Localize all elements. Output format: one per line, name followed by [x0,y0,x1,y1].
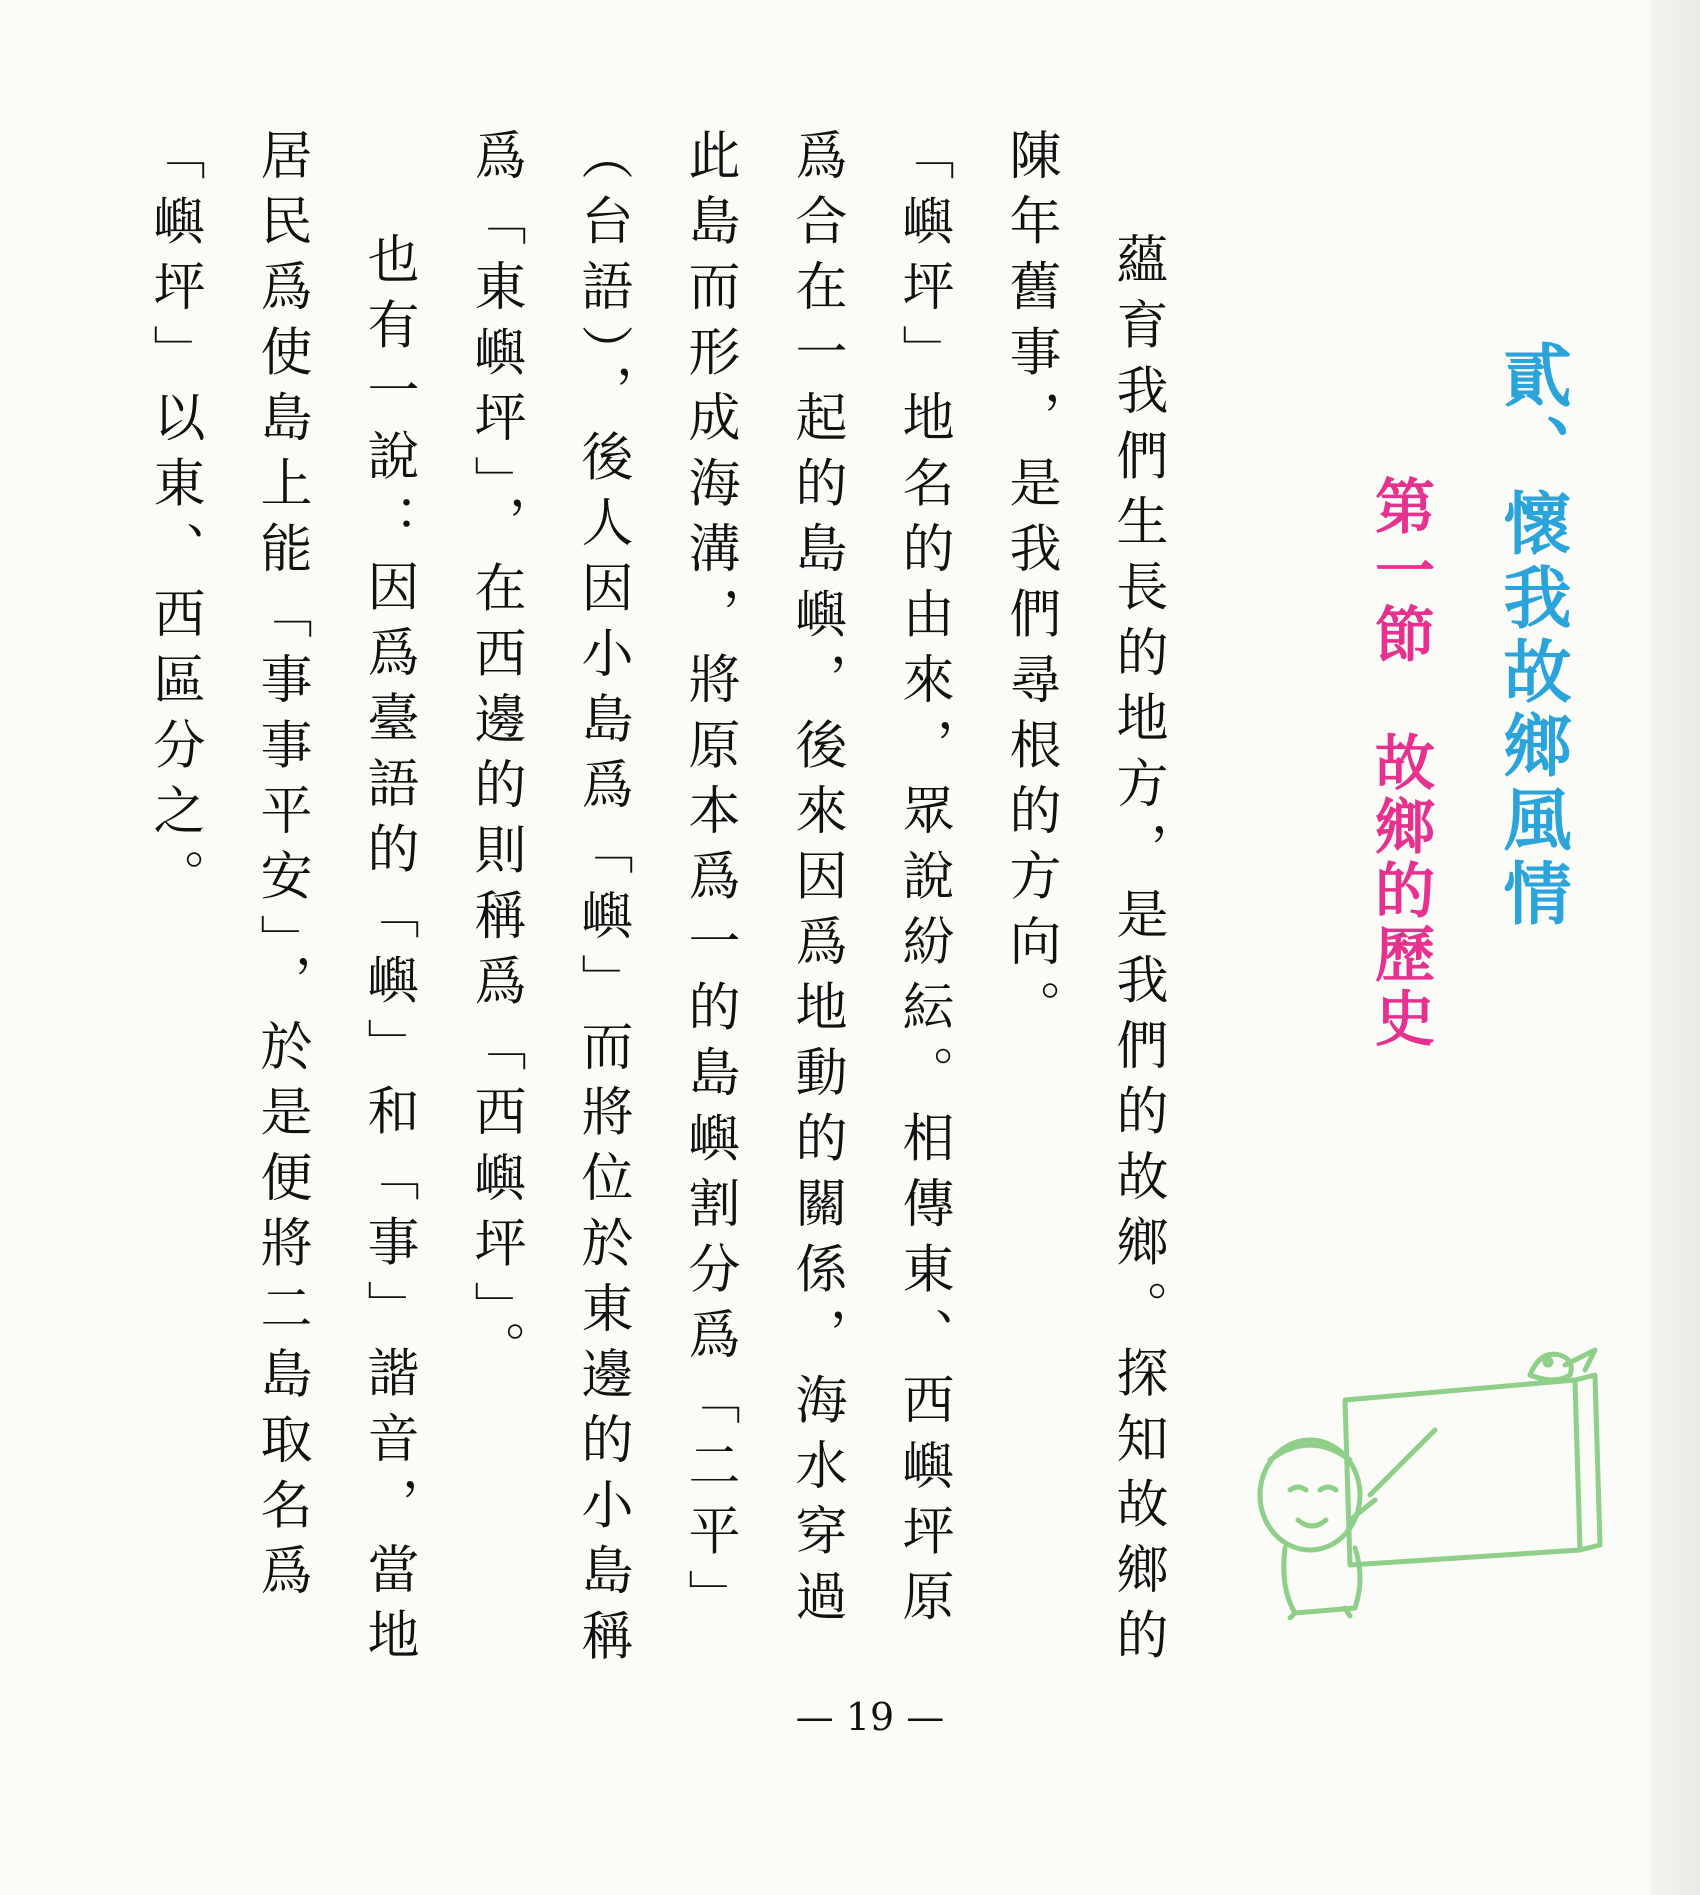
headings [1357,340,1580,1051]
boy-pointing-at-board-icon [1230,1320,1610,1620]
page-number: — 19 — [795,1695,945,1739]
chapter-title: 貳、懷我故鄉風情 [1492,340,1571,932]
paragraph-1: 蘊育我們生長的地方，是我們的故鄉。探知故鄉的陳年舊事，是我們尋根的方向。 [1000,128,1167,1673]
paragraph-3: 也有一說：因爲臺語的「嶼」和「事」諧音，當地居民爲使島上能「事事平安」，於是便將二島取名爲「嶼坪」以東、西區分之。 [144,128,418,1673]
body-text [120,128,1190,1688]
page-edge [1650,0,1700,1895]
paragraph-2: 「嶼坪」地名的由來，眾說紛紜。相傳東、西嶼坪原爲合在一起的島嶼，後來因爲地動的關係，海水穿過此島而形成海溝，將原本爲一的島嶼割分爲「二平」（台語），後人因小島爲「嶼」而將位於東邊的小島稱爲「東嶼坪」，在西邊的則稱爲「西嶼坪」。 [465,128,953,1674]
section-title: 第一節 故鄉的歷史 [1365,475,1435,1051]
